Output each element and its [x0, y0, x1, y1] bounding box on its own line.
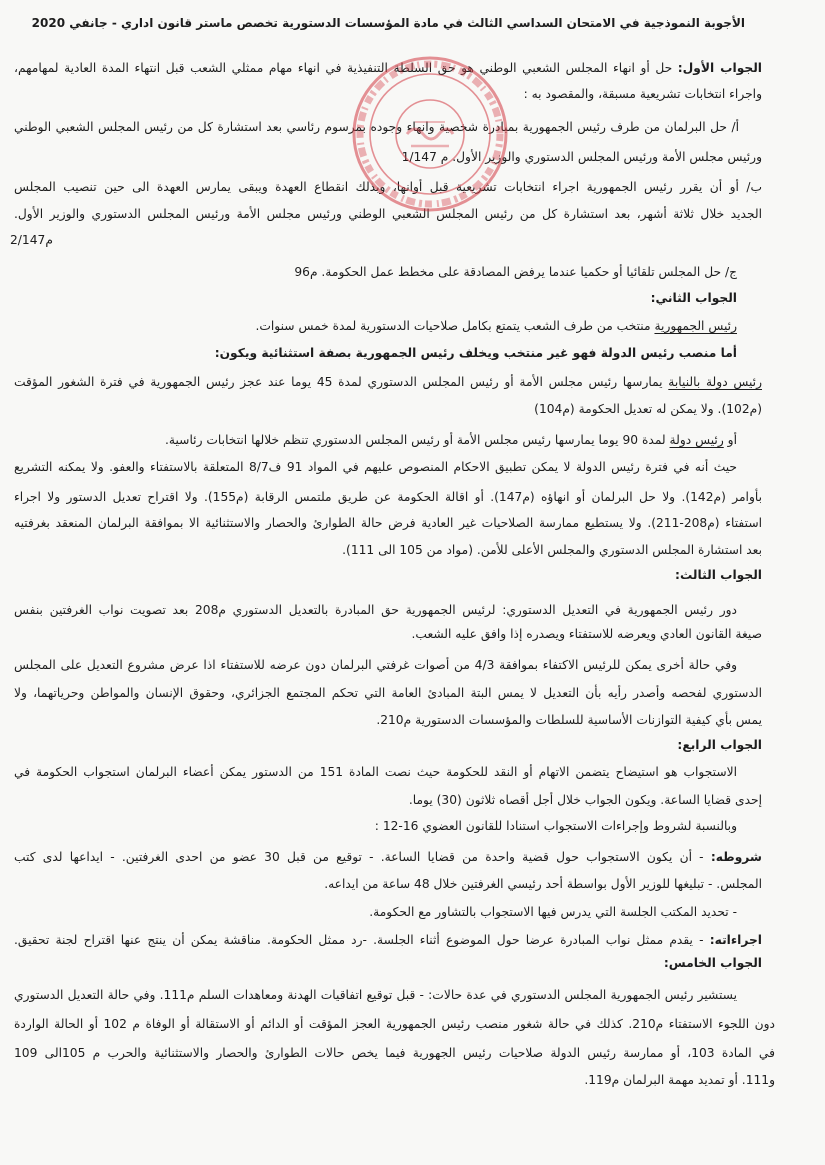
conditions-line — [14, 845, 762, 869]
president-text: منتخب من طرف الشعب يتمتع بكامل صلاحيات الدستورية لمدة خمس سنوات. — [255, 319, 651, 333]
document-title: الأجوبة النموذجية في الامتحان السداسي الثالث في مادة المؤسسات الدستورية تخصص ماستر قانون اداري - جانفي 2020 — [31, 16, 745, 30]
interim-prefix: أو — [727, 433, 737, 447]
answer-1-item-a: أ/ حل البرلمان من طرف رئيس الجمهورية بمبادرة شخصية وانهاء وجوده بمرسوم رئاسي بعد استشارة كل من رئيس المجلس الشعبي الوطني — [14, 120, 739, 134]
answer-1-line: الجديد خلال ثلاثة أشهر، بعد استشارة كل من رئيس المجلس الشعبي الوطني ورئيس مجلس الأمة ورئيس المجلس الدستوري والوزير الأول. — [14, 207, 762, 221]
head-of-state-intro: أما منصب رئيس الدولة فهو غير منتخب ويخلف رئيس الجمهورية بصفة استثنائية ويكون: — [214, 346, 737, 360]
answer-1-item-c: ج/ حل المجلس تلقائيا أو حكميا عندما يرفض المصادقة على مخطط عمل الحكومة. م96 — [294, 265, 737, 279]
answer-1-line: ورئيس مجلس الأمة ورئيس المجلس الدستوري والوزير الأول. م 1/147 — [401, 150, 762, 164]
answer-1-heading: الجواب الأول: — [677, 61, 762, 75]
answer-5-heading: الجواب الخامس: — [663, 956, 762, 970]
answer-2-line: (م102). ولا يمكن له تعديل الحكومة (م104) — [534, 402, 762, 416]
answer-2-line — [14, 370, 762, 394]
answer-4-line: الاستجواب هو استيضاح يتضمن الاتهام أو النقد للحكومة حيث نصت المادة 151 من الدستور يمكن أعضاء البرلمان استجواب الحكومة في — [14, 765, 737, 779]
answer-5-line: دون اللجوء الاستفتاء م210. كذلك في حالة شغور منصب رئيس الجمهورية العجز المؤقت أو الدائم أو الاستقالة أو الوفاة م 102 أو الحالة الواردة — [14, 1017, 775, 1031]
answer-5-line: و111. أو تمديد مهمة البرلمان م119. — [584, 1073, 775, 1087]
answer-2-line: استفتاء (م208-211). ولا يستطيع ممارسة الصلاحيات غير العادية فرض حالة الطوارئ والحصار والاستثنائية الا بموافقة البرلمان المنعقد بغرفتيه — [14, 516, 762, 530]
conditions-label: شروطه: — [710, 850, 762, 864]
interim-head-text: لمدة 90 يوما يمارسها رئيس مجلس الأمة أو رئيس المجلس الدستوري تنظم خلالها انتخابات رئاسية. — [165, 433, 666, 447]
procedure-line — [14, 928, 762, 952]
answer-5-line: يستشير رئيس الجمهورية المجلس الدستوري في عدة حالات: - قبل توقيع اتفاقيات الهدنة ومعاهدات السلم م111. وفي حالة التعديل الدستوري — [14, 988, 737, 1002]
answer-1-first-line — [14, 56, 762, 80]
answer-3-heading: الجواب الثالث: — [675, 568, 762, 582]
interim-head-term: رئيس دولة — [669, 433, 724, 447]
answer-2-line — [14, 314, 737, 338]
answer-4-heading: الجواب الرابع: — [677, 738, 762, 752]
conditions-line: المجلس. - تبليغها للوزير الأول بواسطة أحد رئيسي الغرفتين خلال 48 ساعة من ايداعه. — [324, 877, 762, 891]
president-term: رئيس الجمهورية — [654, 319, 737, 333]
answer-1-intro: حل أو انهاء المجلس الشعبي الوطني هو حق السلطة التنفيذية في انهاء مهام ممثلي الشعب قبل انتهاء المدة العادية لمهامهم، — [14, 61, 673, 75]
procedure-text: - يقدم ممثل نواب المبادرة عرضا حول الموضوع أثناء الجلسة. -رد ممثل الحكومة. مناقشة يمكن أن ينتج عنها اقتراح لجنة تحقيق. — [14, 933, 704, 947]
answer-2-line: بأوامر (م142). ولا حل البرلمان أو انهاؤه (م147). أو اقالة الحكومة عن طريق ملتمس الرقابة (م155). ولا اقتراح تعديل الدستور ولا اجراء — [14, 490, 762, 504]
answer-2-line: حيث أنه في فترة رئيس الدولة لا يمكن تطبيق الاحكام المنصوص عليهم في المواد 91 ف8/7 المتعلقة بالاستفتاء والعفو. ولا يمكنه التشريع — [14, 460, 737, 474]
acting-head-text: يمارسها رئيس مجلس الأمة أو رئيس المجلس الدستوري لمدة 45 يوما عند عجز رئيس الجمهورية في فترة الشغور المؤقت — [14, 375, 663, 389]
answer-3-line: دور رئيس الجمهورية في التعديل الدستوري: لرئيس الجمهورية حق المبادرة بالتعديل الدستوري م208 بعد تصويت نواب الغرفتين بنفس — [14, 603, 737, 617]
procedure-label: اجراءاته: — [709, 933, 762, 947]
answer-1-item-b: ب/ أو أن يقرر رئيس الجمهورية اجراء انتخابات تشريعية قبل أوانها، وبذلك انقطاع العهدة ويبقى يمارس العهدة الى حين تنصيب المجلس — [14, 180, 762, 194]
answer-4-line: وبالنسبة لشروط وإجراءات الاستجواب استنادا للقانون العضوي 16-12 : — [374, 819, 737, 833]
answer-2-line: بعد استشارة المجلس الدستوري والمجلس الأعلى للأمن. (مواد من 105 الى 111). — [342, 543, 762, 557]
article-reference: م2/147 — [10, 233, 53, 247]
acting-head-term: رئيس دولة بالنيابة — [668, 375, 762, 389]
answer-2-line — [14, 428, 737, 452]
answer-3-line: وفي حالة أخرى يمكن للرئيس الاكتفاء بموافقة 4/3 من أصوات غرفتي البرلمان دون عرضه للاستفتاء اذا عرض مشروع التعديل على المجلس — [14, 658, 737, 672]
answer-5-line: في المادة 103، أو ممارسة رئيس الدولة صلاحيات رئيس الجهورية فيما يخص حالات الطوارئ والحصار والاستثنائية والحرب م 105الى 109 — [14, 1046, 775, 1060]
answer-3-line: الدستوري لفحصه وأصدر رأيه بأن التعديل لا يمس البتة المبادئ العامة التي تحكم المجتمع الجزائري، وحقوق الإنسان والمواطن وحرياتهما، ولا — [14, 686, 762, 700]
answer-2-heading: الجواب الثاني: — [650, 291, 737, 305]
answer-4-line: إحدى قضايا الساعة. ويكون الجواب خلال أجل أقصاه ثلاثون (30) يوما. — [408, 793, 762, 807]
conditions-text: - أن يكون الاستجواب حول قضية واحدة من قضايا الساعة. - توقيع من قبل 30 عضو من احدى الغرفتين. - ايداعها لدى كتب — [14, 850, 704, 864]
answer-1-line: واجراء انتخابات تشريعية مسبقة، والمقصود به : — [523, 87, 762, 101]
answer-3-line: صيغة القانون العادي ويعرضه للاستفتاء ويصدره إذا وافق عليه الشعب. — [411, 627, 762, 641]
conditions-line: - تحديد المكتب الجلسة التي يدرس فيها الاستجواب بالتشاور مع الحكومة. — [369, 905, 737, 919]
answer-3-line: يمس بأي كيفية التوازنات الأساسية للسلطات والمؤسسات الدستورية م210. — [376, 713, 762, 727]
